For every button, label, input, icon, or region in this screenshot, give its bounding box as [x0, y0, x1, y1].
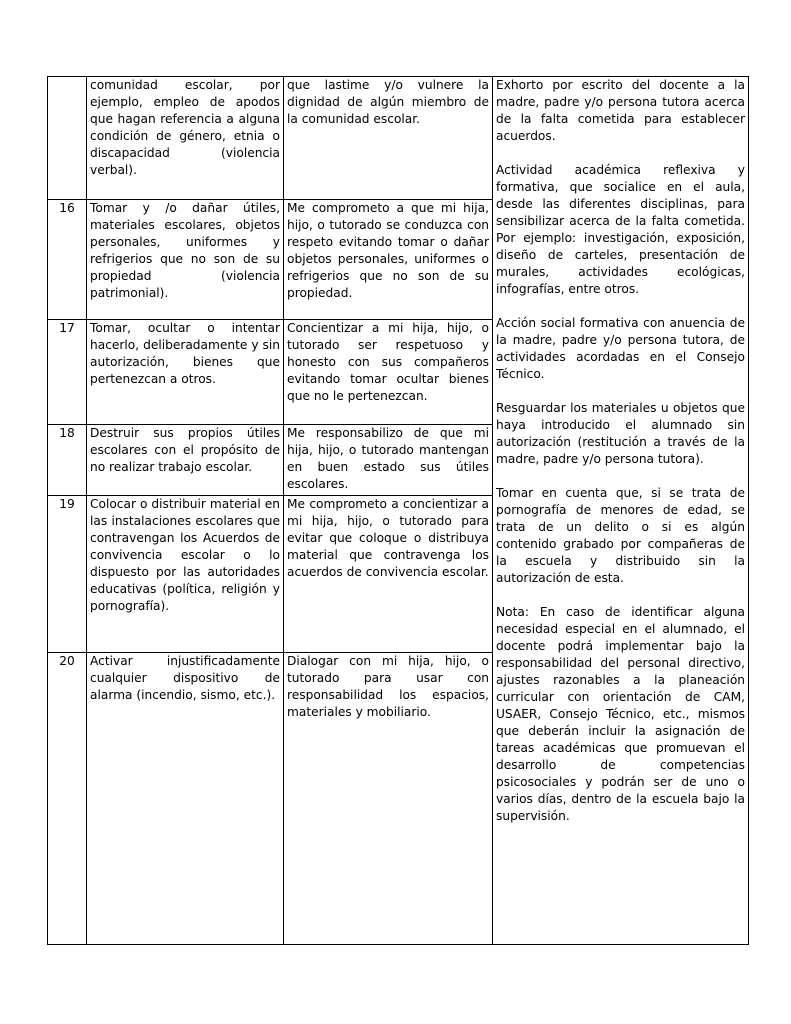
row-number: 17 — [48, 320, 87, 425]
commitment-cell: Me comprometo a concientizar a mi hija, hijo, o tutorado para evitar que coloque o distribuya material que contravenga los acuerdos de convivencia escolar. — [284, 496, 493, 653]
conduct-cell: Destruir sus propios útiles escolares con el propósito de no realizar trabajo escolar. — [87, 425, 284, 496]
conduct-cell: Tomar y /o dañar útiles, materiales escolares, objetos personales, uniformes y refrigerios que no son de su propiedad (violencia patrimonial). — [87, 200, 284, 320]
conduct-cell: Activar injustificadamente cualquier dispositivo de alarma (incendio, sismo, etc.). — [87, 653, 284, 945]
measure-paragraph: Tomar en cuenta que, si se trata de pornografía de menores de edad, se trata de un delito o si es algún contenido grabado por compañeras de la escuela y distribuido sin la autorización de esta. — [496, 486, 745, 585]
measure-paragraph: Acción social formativa con anuencia de la madre, padre y/o persona tutora, de actividades acordadas en el Consejo Técnico. — [496, 316, 745, 381]
commitment-cell: Dialogar con mi hija, hijo, o tutorado para usar con responsabilidad los espacios, materiales y mobiliario. — [284, 653, 493, 945]
commitment-cell: Me responsabilizo de que mi hija, hijo, o tutorado mantengan en buen estado sus útiles escolares. — [284, 425, 493, 496]
measure-paragraph: Actividad académica reflexiva y formativa, que socialice en el aula, desde las diferentes disciplinas, para sensibilizar acerca de la falta cometida. Por ejemplo: investigación, exposición, diseño de carteles, presentación de murales, actividades ecológicas, infografías, entre otros. — [496, 163, 745, 296]
conduct-cell: Tomar, ocultar o intentar hacerlo, deliberadamente y sin autorización, bienes que pertenezcan a otros. — [87, 320, 284, 425]
measures-cell — [493, 77, 749, 945]
conduct-cell: comunidad escolar, por ejemplo, empleo de apodos que hagan referencia a alguna condición de género, etnia o discapacidad (violencia verbal). — [87, 77, 284, 200]
row-number — [48, 77, 87, 200]
commitment-cell: Me comprometo a que mi hija, hijo, o tutorado se conduzca con respeto evitando tomar o dañar objetos personales, uniformes o refrigerios que no son de su propiedad. — [284, 200, 493, 320]
commitment-cell: Concientizar a mi hija, hijo, o tutorado ser respetuoso y honesto con sus compañeros evitando tomar ocultar bienes que no le pertenezcan. — [284, 320, 493, 425]
measure-paragraph: Exhorto por escrito del docente a la madre, padre y/o persona tutora acerca de la falta cometida para establecer acuerdos. — [496, 78, 745, 143]
table-row — [48, 77, 749, 200]
row-number: 19 — [48, 496, 87, 653]
row-number: 18 — [48, 425, 87, 496]
conduct-cell: Colocar o distribuir material en las instalaciones escolares que contravengan los Acuerdos de convivencia escolar o lo dispuesto por las autoridades educativas (política, religión y pornografía). — [87, 496, 284, 653]
row-number: 20 — [48, 653, 87, 945]
convivencia-table — [47, 76, 749, 945]
measure-paragraph: Nota: En caso de identificar alguna necesidad especial en el alumnado, el docente podrá implementar bajo la responsabilidad del personal directivo, ajustes razonables a la planeación curricular con orientación de CAM, USAER, Consejo Técnico, etc., mismos que deberán incluir la asignación de tareas académicas que promuevan el desarrollo de competencias psicosociales y podrán ser de uno o varios días, dentro de la escuela bajo la supervisión. — [496, 605, 745, 823]
row-number: 16 — [48, 200, 87, 320]
commitment-cell: que lastime y/o vulnere la dignidad de algún miembro de la comunidad escolar. — [284, 77, 493, 200]
measure-paragraph: Resguardar los materiales u objetos que haya introducido el alumnado sin autorización (restitución a través de la madre, padre y/o persona tutora). — [496, 401, 745, 466]
